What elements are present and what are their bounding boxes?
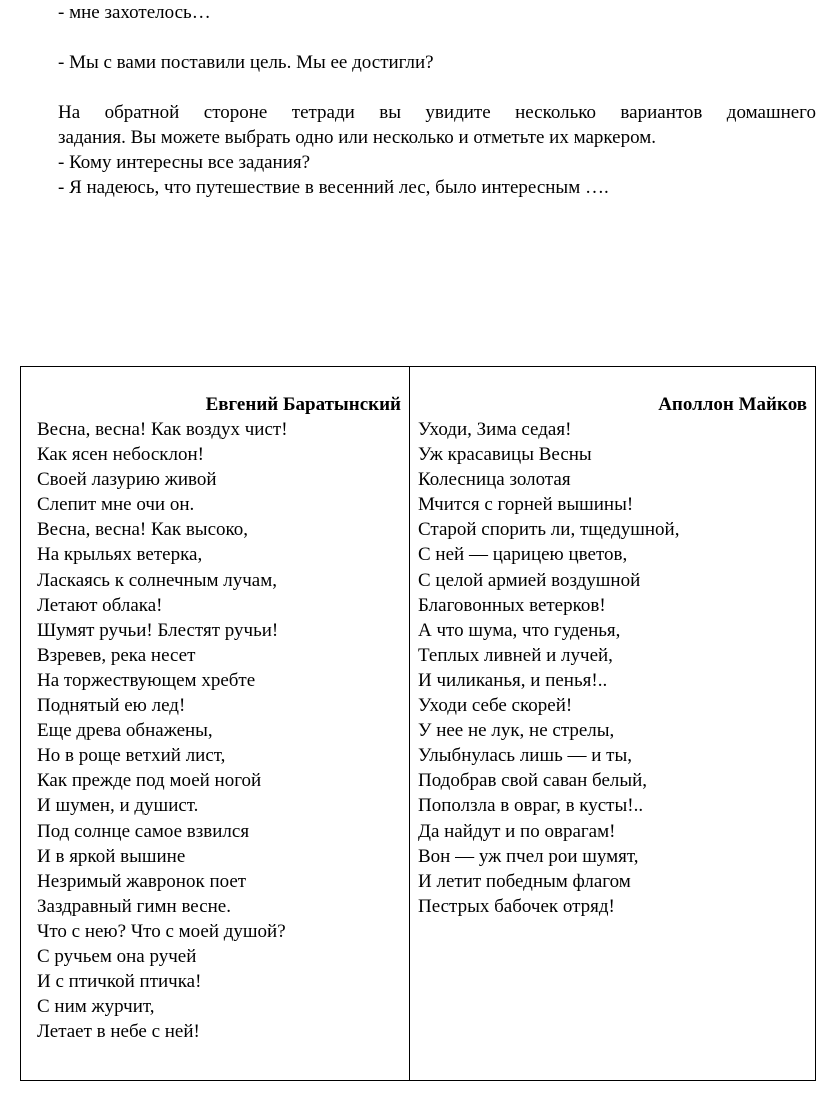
poem-line: Благовонных ветерков! (418, 594, 606, 616)
intro-text (58, 0, 816, 200)
poems-table (20, 366, 816, 1081)
poem-cell-maykov (410, 367, 816, 1081)
poem-line: С целой армией воздушной (418, 569, 641, 591)
poem-line: И в яркой вышине (37, 845, 186, 867)
poem-line: Уходи себе скорей! (418, 695, 573, 717)
poem-line: С ней — царицею цветов, (418, 544, 628, 566)
poem-line: И чиликанья, и пенья!.. (418, 669, 608, 691)
poem-line: Как ясен небосклон! (37, 444, 204, 466)
poem-line: Как прежде под моей ногой (37, 770, 262, 792)
poem-line: Уж красавицы Весны (418, 444, 592, 466)
poem-line: Шумят ручьи! Блестят ручьи! (37, 619, 279, 641)
poem-line: Летает в небе с ней! (37, 1021, 200, 1043)
poem-line: Взревев, река несет (37, 644, 196, 666)
poem-line: Да найдут и по оврагам! (418, 820, 616, 842)
poem-line: Но в роще ветхий лист, (37, 745, 226, 767)
poem-line: С ним журчит, (37, 996, 155, 1018)
poem-line: С ручьем она ручей (37, 945, 197, 967)
intro-paragraph-line-1: На обратной стороне тетради вы увидите несколько вариантов домашнего (58, 102, 816, 123)
poem-line: Летают облака! (37, 594, 163, 616)
poem-line: Вон — уж пчел рои шумят, (418, 845, 639, 867)
poem-cell-baratynsky (21, 367, 410, 1081)
intro-paragraph-line-2: задания. Вы можете выбрать одно или несколько и отметьте их маркером. (58, 127, 657, 148)
intro-line-3: - Кому интересны все задания? (58, 152, 311, 173)
poem-line: Подобрав свой саван белый, (418, 770, 648, 792)
poem-verse-list (37, 417, 401, 1044)
poem-verse-list (418, 417, 807, 919)
poem-line: Поднятый ею лед! (37, 695, 186, 717)
poem-line: У нее не лук, не стрелы, (418, 720, 615, 742)
intro-line-2: - Мы с вами поставили цель. Мы ее достигли? (58, 52, 434, 73)
intro-line-1: - мне захотелось… (58, 2, 211, 23)
poem-author: Аполлон Майков (658, 394, 807, 415)
poem-line: Незримый жавронок поет (37, 870, 247, 892)
poem-line: На торжествующем хребте (37, 669, 256, 691)
poem-line: На крыльях ветерка, (37, 544, 203, 566)
poem-line: Под солнце самое взвился (37, 820, 250, 842)
poem-line: Улыбнулась лишь — и ты, (418, 745, 633, 767)
poem-line: Мчится с горней вышины! (418, 494, 634, 516)
poem-line: Ласкаясь к солнечным лучам, (37, 569, 277, 591)
poem-line: Поползла в овраг, в кусты!.. (418, 795, 644, 817)
poem-line: Весна, весна! Как воздух чист! (37, 419, 288, 440)
poem-line: Колесница золотая (418, 469, 571, 491)
poem-line: Пестрых бабочек отряд! (418, 895, 615, 917)
poem-line: А что шума, что гуденья, (418, 619, 621, 641)
poem-line: Старой спорить ли, тщедушной, (418, 519, 680, 541)
poem-line: Заздравный гимн весне. (37, 895, 231, 917)
poem-line: И с птичкой птичка! (37, 971, 202, 993)
poem-line: Уходи, Зима седая! (418, 419, 572, 440)
poem-line: Что с нею? Что с моей душой? (37, 920, 286, 942)
poem-line: Еще древа обнажены, (37, 720, 213, 742)
poem-author: Евгений Баратынский (205, 394, 401, 415)
poem-line: Слепит мне очи он. (37, 494, 195, 516)
poem-line: Весна, весна! Как высоко, (37, 519, 249, 541)
poem-line: Своей лазурию живой (37, 469, 217, 491)
poem-line: Теплых ливней и лучей, (418, 644, 613, 666)
poem-line: И летит победным флагом (418, 870, 631, 892)
intro-line-4: - Я надеюсь, что путешествие в весенний лес, было интересным …. (58, 177, 609, 198)
poem-line: И шумен, и душист. (37, 795, 199, 817)
